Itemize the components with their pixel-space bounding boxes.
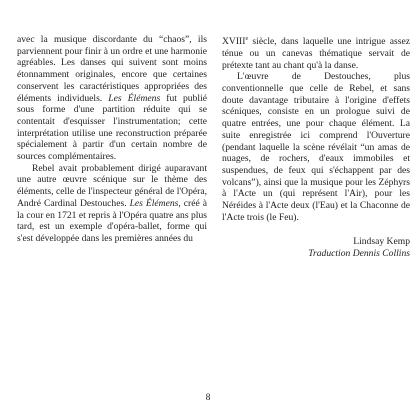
right-paragraph-1: XVIIIe siècle, dans laquelle une intrigue assez ténue ou un canevas thématique servait de prétexte tant au chant qu'à la danse. [222, 36, 410, 71]
page-number: 8 [205, 392, 211, 403]
work-title: Les Élémens [108, 92, 161, 104]
signature [222, 236, 410, 259]
left-paragraph-2: Rebel avait probablement dirigé auparavant une autre œuvre scénique sur le thème des éléments, celle de l'inspecteur général de l'Opéra, André Cardinal Destouches. Les Élémens, créé à la cour en 1721 et repris à l'Opéra quatre ans plus tard, est un exemple d'opéra-ballet, forme qui s'est développée dans les premières années du [17, 162, 207, 244]
translator-credit: Traduction Dennis Collins [308, 248, 410, 260]
author-name: Lindsay Kemp [353, 236, 410, 248]
right-column [222, 34, 410, 260]
right-paragraph-2: L'œuvre de Destouches, plus conventionnelle que celle de Rebel, et sans doute davantage tributaire à l'origine d'effets scéniques, consiste en un prologue suivi de quatre entrées, une pour chaque élément. La suite enregistrée ici comprend l'Ouverture (pendant laquelle la scène révélait “un amas de nuages, de rochers, d'eaux immobiles et suspendues, de feux qui s'échappent par des volcans”), ainsi que la musique pour les Zéphyrs à l'Acte un (qui représent l'Air), pour les Néréides à l'Acte deux (l'Eau) et la Chaconne de l'Acte trois (le Feu). [222, 71, 410, 223]
work-title: Les Élémens [129, 197, 179, 209]
left-paragraph-1: avec la musique discordante du “chaos”, ils parviennent pour finir à un ordre et une harmonie agréables. Les danses qui suivent sont moins étonnamment originales, encore que certaines conservent les caractéristiques appropriées des éléments individuels. Les Élémens fut publié sous forme d'une partition réduite qui se contentait d'esquisser l'instrumentation; cette interprétation utilise une reconstruction préparée spécialement à partir d'un certain nombre de sources complémentaires. [17, 34, 207, 163]
left-column [17, 34, 207, 245]
